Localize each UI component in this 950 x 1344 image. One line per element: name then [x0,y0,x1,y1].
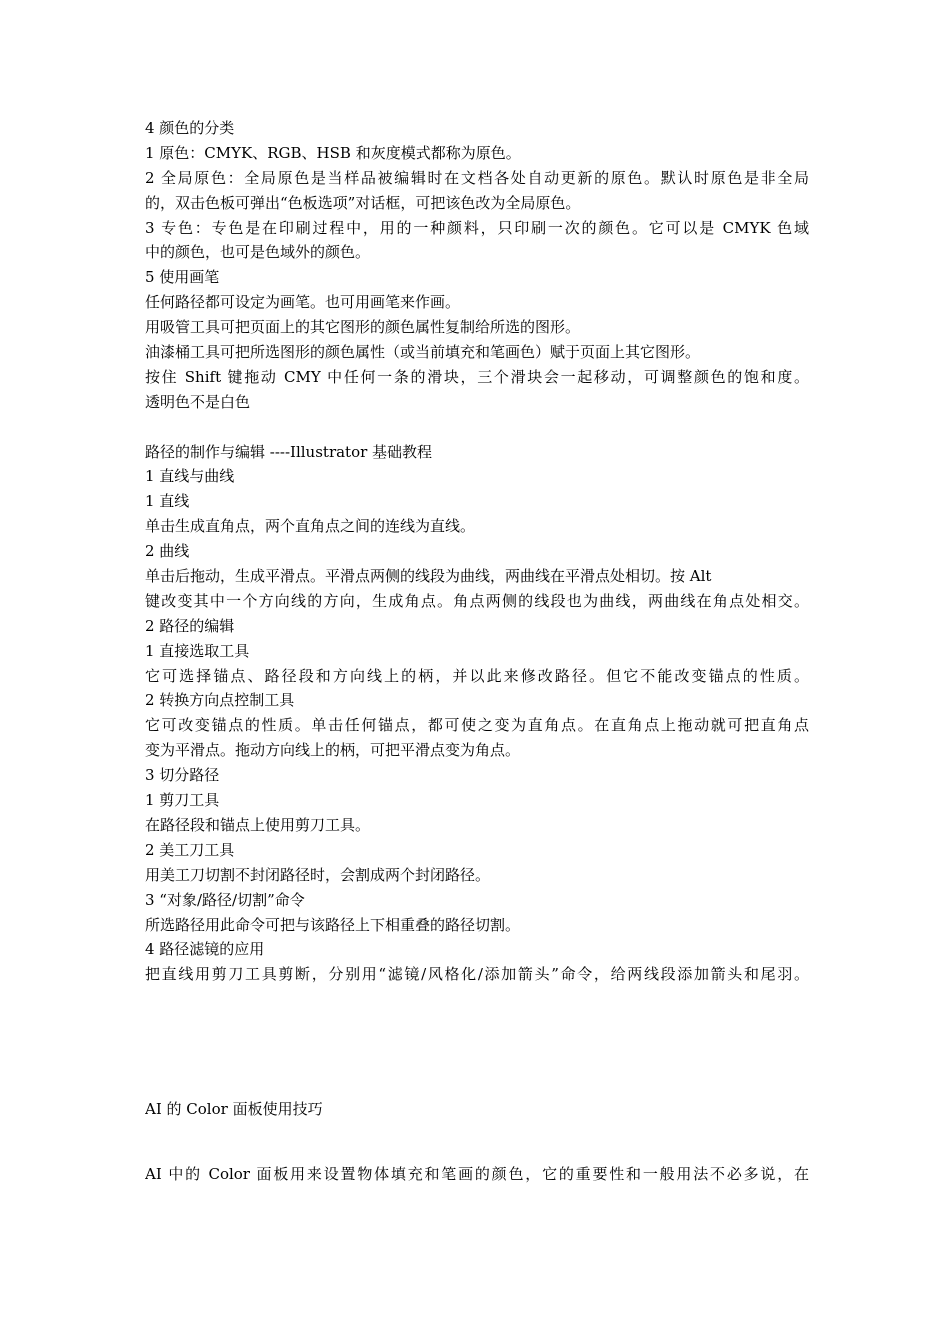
subheading-convert-anchor: 2 转换方向点控制工具 [145,691,295,710]
paragraph-line: 油漆桶工具可把所选图形的颜色属性（或当前填充和笔画色）赋于页面上其它图形。 [145,343,701,362]
heading-path-filters: 4 路径滤镜的应用 [145,940,265,959]
heading-color-classification: 4 颜色的分类 [145,119,235,137]
paragraph-line: 任何路径都可设定为画笔。也可用画笔来作画。 [145,293,461,312]
paragraph-line: 单击后拖动，生成平滑点。平滑点两侧的线段为曲线，两曲线在平滑点处相切。按 Alt [145,567,712,586]
heading-path-editing: 路径的制作与编辑 ----Illustrator 基础教程 [145,442,433,461]
paragraph-line: 它可改变锚点的性质。单击任何锚点，都可使之变为直角点。在直角点上拖动就可把直角点 [145,716,809,735]
paragraph-line: 按住 Shift 键拖动 CMY 中任何一条的滑块，三个滑块会一起移动，可调整颜色的饱和度。 [145,367,809,386]
paragraph-line: 它可选择锚点、路径段和方向线上的柄，并以此来修改路径。但它不能改变锚点的性质。 [145,666,809,685]
subheading-knife: 2 美工刀工具 [145,840,235,859]
paragraph-line: 在路径段和锚点上使用剪刀工具。 [145,815,371,834]
paragraph-line: 的，双击色板可弹出“色板选项”对话框，可把该色改为全局原色。 [145,193,581,212]
section-color-classification [145,116,809,415]
paragraph-line: 所选路径用此命令可把与该路径上下相重叠的路径切割。 [145,915,521,934]
paragraph-line: 变为平滑点。拖动方向线上的柄，可把平滑点变为角点。 [145,741,521,760]
paragraph-line: AI 中的 Color 面板用来设置物体填充和笔画的颜色，它的重要性和一般用法不必多说，在 [145,1165,809,1184]
paragraph-line: 单击生成直角点，两个直角点之间的连线为直线。 [145,517,476,536]
paragraph-line: 透明色不是白色 [145,392,251,411]
section-color-panel [145,1097,809,1187]
paragraph-line: 1 原色：CMYK、RGB、HSB 和灰度模式都称为原色。 [145,143,521,162]
paragraph-line: 把直线用剪刀工具剪断，分别用“滤镜/风格化/添加箭头”命令，给两线段添加箭头和尾羽。 [145,965,809,984]
paragraph-line: 3 专色：专色是在印刷过程中，用的一种颜料，只印刷一次的颜色。它可以是 CMYK 色域 [145,218,809,237]
heading-path-edit: 2 路径的编辑 [145,616,235,635]
paragraph-line: 用美工刀切割不封闭路径时，会割成两个封闭路径。 [145,865,491,884]
subheading-scissors: 1 剪刀工具 [145,791,220,810]
paragraph-line: 用吸管工具可把页面上的其它图形的颜色属性复制给所选的图形。 [145,318,581,337]
document-page [145,116,809,1187]
subheading-curve: 2 曲线 [145,542,190,561]
subheading-line: 1 直线 [145,492,190,511]
heading-split-path: 3 切分路径 [145,766,220,785]
subheading-direct-select: 1 直接选取工具 [145,641,250,660]
heading-color-panel: AI 的 Color 面板使用技巧 [145,1100,323,1119]
paragraph-line: 键改变其中一个方向线的方向，生成角点。角点两侧的线段也为曲线，两曲线在角点处相交。 [145,591,809,610]
paragraph-line: 2 全局原色：全局原色是当样品被编辑时在文档各处自动更新的原色。默认时原色是非全局 [145,168,809,187]
section-path-editing [145,440,809,988]
subheading-divide-command: 3 “对象/路径/切割”命令 [145,890,305,909]
heading-line-curve: 1 直线与曲线 [145,467,235,486]
paragraph-line: 中的颜色，也可是色域外的颜色。 [145,243,371,262]
heading-use-brush: 5 使用画笔 [145,268,220,287]
